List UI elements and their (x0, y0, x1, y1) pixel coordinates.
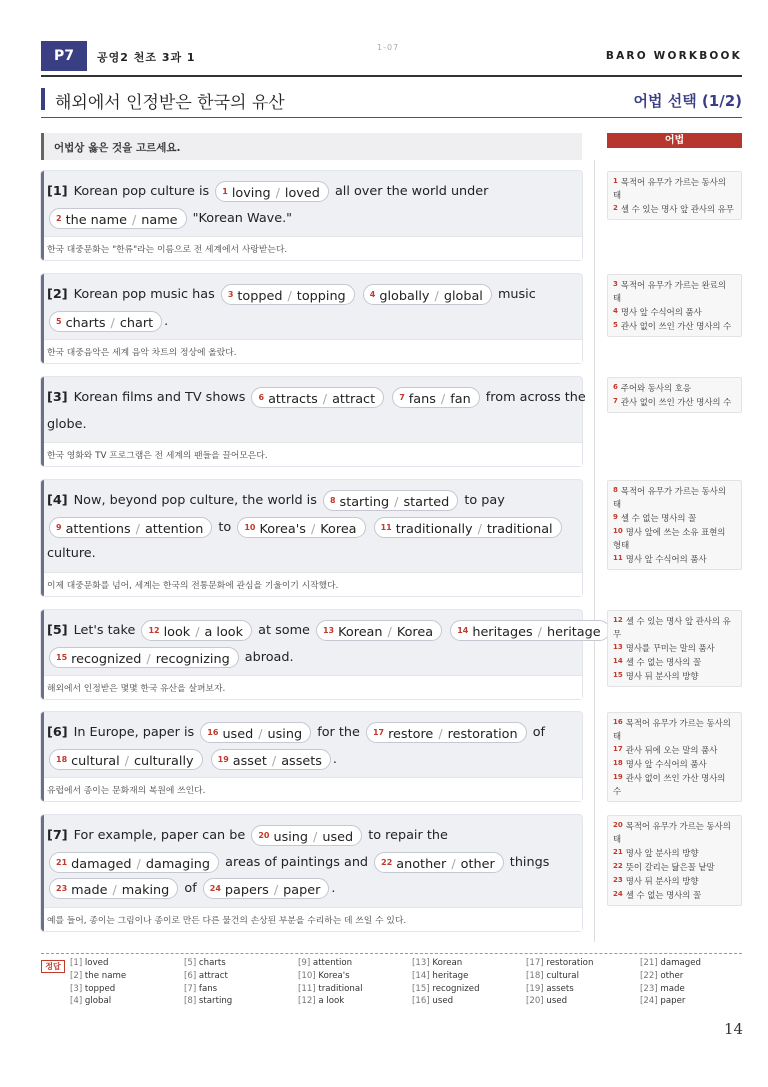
grammar-note: $^{11}$ 명사 앞 수식어의 품사 (613, 554, 707, 564)
choice-option-b[interactable]: started (403, 495, 450, 510)
question-text: to repair the (368, 828, 448, 843)
question-number: [2] (47, 287, 68, 302)
answer-item: [12] a look (298, 996, 345, 1007)
choice-option-b[interactable]: topping (296, 289, 346, 304)
grammar-box-6 (607, 712, 742, 802)
question-text: "Korean Wave." (192, 210, 293, 226)
title-divider (41, 117, 742, 118)
grammar-note: $^{17}$ 관사 뒤에 오는 말의 품사 (613, 745, 718, 755)
grammar-box-2 (607, 274, 742, 337)
question-number: [4] (47, 493, 68, 508)
choice-option-b[interactable]: heritage (546, 625, 601, 640)
question-text: to (218, 519, 232, 535)
choice-10[interactable]: $^{10}$ Korea's / Korea (237, 517, 365, 538)
grammar-note: $^{15}$ 명사 뒤 분사의 방향 (613, 671, 699, 681)
choice-number: 11 (380, 522, 392, 532)
choice-option-a[interactable]: another (396, 856, 447, 872)
page-number: 14 (724, 1020, 744, 1038)
grammar-note: $^{18}$ 명사 앞 수식어의 품사 (613, 759, 707, 769)
choice-19[interactable]: $^{19}$ asset / assets (211, 749, 331, 770)
question-2 (41, 274, 582, 363)
question-number: [1] (47, 184, 68, 199)
column-divider (594, 160, 595, 942)
answer-item: [5] charts (184, 958, 226, 968)
choice-number: 8 (329, 496, 336, 505)
choice-17[interactable]: $^{17}$ restore / restoration (366, 722, 527, 743)
answer-item: [6] attract (184, 970, 228, 981)
choice-option-a[interactable]: globally (379, 289, 430, 304)
answer-item: [15] recognized (412, 983, 480, 994)
choice-option-b[interactable]: damaging (145, 856, 211, 872)
question-5 (41, 610, 601, 699)
answer-column-3 (298, 958, 363, 1009)
choice-22[interactable]: $^{22}$ another / other (374, 852, 504, 873)
choice-option-a[interactable]: loving (231, 186, 271, 201)
choice-23[interactable]: $^{23}$ made / making (49, 878, 178, 899)
translation: 예를 들어, 종이는 그림이나 종이로 만든 다른 물건의 손상된 부분을 수리하는 데 쓰일 수 있다. (44, 907, 582, 931)
choice-1[interactable]: $^1$ loving / loved (215, 181, 329, 202)
question-text: Let's take (73, 623, 136, 638)
grammar-note: $^6$ 주어와 동사의 호응 (613, 383, 691, 393)
choice-option-b[interactable]: Korea (320, 521, 357, 537)
answer-item: [7] fans (184, 983, 218, 994)
choice-number: 18 (56, 754, 68, 764)
choice-option-b[interactable]: using (267, 727, 303, 742)
question-text: Korean pop music has (73, 287, 215, 302)
question-number: [7] (47, 828, 68, 843)
question-text: globe. (47, 416, 87, 432)
brand-label: BARO WORKBOOK (605, 50, 742, 62)
answer-item: [10] Korea's (298, 970, 350, 981)
grammar-note: $^{22}$ 뜻이 갈리는 닮은꼴 낱말 (613, 862, 715, 872)
instruction: 어법상 옳은 것을 고르세요. (41, 133, 582, 160)
choice-option-a[interactable]: look (163, 625, 191, 640)
choice-option-a[interactable]: the name (65, 212, 127, 228)
question-text: Korean films and TV shows (73, 390, 246, 405)
grammar-note: $^5$ 관사 없이 쓰인 가산 명사의 수 (613, 321, 732, 331)
choice-14[interactable]: $^{14}$ heritages / heritage (450, 620, 609, 641)
grammar-note: $^2$ 셀 수 있는 명사 앞 관사의 유무 (613, 204, 734, 214)
page-badge: P7 (41, 41, 87, 71)
choice-option-b[interactable]: attract (332, 392, 376, 407)
grammar-note: $^{13}$ 명사를 꾸미는 말의 품사 (613, 643, 715, 653)
choice-option-a[interactable]: cultural (71, 753, 120, 769)
choice-number: 1 (222, 187, 228, 196)
choice-option-a[interactable]: topped (237, 289, 283, 304)
answer-item: [22] other (640, 970, 684, 981)
choice-20[interactable]: $^{20}$ using / used (251, 825, 362, 846)
grammar-box-5 (607, 610, 742, 687)
choice-option-b[interactable]: a look (204, 625, 244, 640)
question-number: [5] (47, 623, 68, 638)
answer-item: [24] paper (640, 996, 686, 1007)
choice-number: 15 (56, 652, 68, 662)
choice-number: 10 (244, 522, 256, 532)
grammar-header: 어법 (607, 133, 742, 148)
question-7 (41, 815, 582, 931)
header-divider (41, 75, 742, 77)
question-6 (41, 712, 582, 801)
grammar-note: $^4$ 명사 앞 수식어의 품사 (613, 307, 702, 317)
answer-item: [20] used (526, 996, 568, 1007)
choice-number: 17 (372, 728, 385, 737)
choice-8[interactable]: $^8$ starting / started (323, 490, 458, 511)
choice-option-a[interactable]: used (222, 727, 254, 742)
choice-number: 9 (56, 522, 62, 532)
choice-option-b[interactable]: attention (144, 521, 204, 537)
question-text: Now, beyond pop culture, the world is (73, 493, 317, 508)
choice-option-a[interactable]: asset (232, 753, 267, 769)
choice-option-b[interactable]: fan (450, 392, 471, 407)
grammar-note: $^{12}$ 셀 수 있는 명사 앞 관사의 유무 (613, 616, 731, 639)
question-3 (41, 377, 586, 466)
grammar-note: $^{19}$ 관사 없이 쓰인 가산 명사의 수 (613, 773, 726, 796)
answer-column-6 (640, 958, 701, 1009)
answer-item: [11] traditional (298, 983, 363, 994)
choice-option-a[interactable]: restore (388, 727, 434, 742)
choice-option-a[interactable]: papers (224, 883, 269, 898)
question-text: . (331, 881, 336, 896)
question-1 (41, 171, 582, 260)
question-text: culture. (47, 546, 96, 561)
choice-6[interactable]: $^6$ attracts / attract (251, 387, 384, 408)
choice-option-a[interactable]: charts (65, 315, 106, 331)
choice-option-a[interactable]: heritages (472, 625, 533, 640)
grammar-note: $^{14}$ 셀 수 없는 명사의 꼴 (613, 657, 702, 667)
choice-option-b[interactable]: name (141, 212, 178, 228)
choice-option-a[interactable]: attentions (65, 521, 131, 537)
answer-divider (41, 953, 742, 954)
grammar-box-3 (607, 377, 742, 413)
answer-column-1 (70, 958, 126, 1009)
choice-number: 7 (399, 393, 405, 402)
question-text: . (164, 313, 169, 329)
choice-option-b[interactable]: other (460, 856, 495, 872)
grammar-note: $^{21}$ 명사 앞 분사의 방향 (613, 848, 699, 858)
question-text: for the (317, 725, 360, 740)
choice-option-b[interactable]: global (443, 289, 483, 304)
page-title: 해외에서 인정받은 한국의 유산 (55, 93, 285, 113)
choice-7[interactable]: $^7$ fans / fan (392, 387, 479, 408)
lesson-label: 공영2 천조 3과 1 (97, 51, 196, 64)
choice-number: 5 (56, 316, 62, 326)
choice-number: 6 (258, 393, 265, 402)
choice-option-b[interactable]: Korea (396, 625, 434, 640)
choice-option-a[interactable]: damaged (71, 856, 132, 872)
grammar-note: $^{24}$ 셀 수 없는 명사의 꼴 (613, 890, 702, 900)
question-text: all over the world under (334, 184, 489, 199)
question-text: music (497, 287, 536, 302)
question-text: Korean pop culture is (73, 184, 210, 199)
choice-option-a[interactable]: starting (339, 495, 390, 510)
question-text: abroad. (244, 649, 294, 665)
choice-option-b[interactable]: recognizing (155, 651, 230, 667)
choice-13[interactable]: $^{13}$ Korean / Korea (316, 620, 442, 641)
choice-number: 19 (217, 754, 229, 764)
question-text: areas of paintings and (225, 854, 369, 870)
top-mark: 1-07 (377, 43, 400, 52)
title-accent (41, 88, 45, 110)
grammar-note: $^{10}$ 명사 앞에 쓰는 소유 표현의 형태 (613, 527, 726, 550)
choice-number: 14 (457, 626, 469, 635)
title-area (41, 87, 742, 115)
answer-column-4 (412, 958, 480, 1009)
choice-3[interactable]: $^3$ topped / topping (221, 284, 355, 305)
grammar-note: $^8$ 목적어 유무가 가르는 동사의 태 (613, 486, 726, 509)
choice-option-a[interactable]: recognized (71, 651, 142, 667)
choice-option-a[interactable]: fans (408, 392, 436, 407)
choice-12[interactable]: $^{12}$ look / a look (141, 620, 252, 641)
grammar-note: $^{23}$ 명사 뒤 분사의 방향 (613, 876, 699, 886)
grammar-note: $^{16}$ 목적어 유무가 가르는 동사의 태 (613, 718, 731, 741)
translation: 해외에서 인정받은 몇몇 한국 유산을 살펴보자. (44, 675, 582, 699)
grammar-note: $^9$ 셀 수 없는 명사의 꼴 (613, 513, 697, 523)
answer-item: [21] damaged (640, 958, 701, 968)
choice-18[interactable]: $^{18}$ cultural / culturally (49, 749, 203, 770)
choice-21[interactable]: $^{21}$ damaged / damaging (49, 852, 219, 873)
answer-item: [9] attention (298, 958, 353, 968)
answer-item: [18] cultural (526, 970, 579, 981)
answer-item: [23] made (640, 983, 685, 994)
translation: 한국 대중문화는 "한류"라는 이름으로 전 세계에서 사랑받는다. (44, 236, 582, 260)
question-text: at some (258, 623, 310, 638)
choice-option-b[interactable]: used (322, 830, 354, 845)
question-text: things (509, 854, 550, 870)
choice-24[interactable]: $^{24}$ papers / paper (203, 878, 330, 899)
choice-number: 20 (258, 831, 270, 840)
page-subtitle: 어법 선택 (1/2) (633, 92, 742, 110)
choice-number: 24 (209, 884, 221, 893)
choice-number: 13 (322, 626, 335, 635)
answer-item: [17] restoration (526, 958, 594, 968)
header (41, 41, 742, 75)
choice-option-b[interactable]: assets (281, 753, 322, 769)
grammar-box-1 (607, 171, 742, 220)
choice-option-b[interactable]: traditional (486, 521, 553, 537)
answer-item: [8] starting (184, 996, 233, 1007)
choice-5[interactable]: $^5$ charts / chart (49, 311, 162, 332)
question-text: from across the (485, 390, 586, 405)
choice-option-b[interactable]: making (121, 883, 170, 898)
question-number: [3] (47, 390, 68, 405)
question-text: . (332, 751, 337, 767)
grammar-box-4 (607, 480, 742, 570)
answer-item: [2] the name (70, 970, 127, 981)
choice-9[interactable]: $^9$ attentions / attention (49, 517, 212, 538)
choice-option-b[interactable]: loved (284, 186, 320, 201)
choice-number: 22 (381, 857, 393, 867)
translation: 이제 대중문화를 넘어, 세계는 한국의 전통문화에 관심을 기울이기 시작했다. (44, 572, 582, 596)
answer-column-2 (184, 958, 232, 1009)
answer-item: [14] heritage (412, 970, 469, 981)
choice-option-a[interactable]: traditionally (395, 521, 473, 537)
choice-4[interactable]: $^4$ globally / global (363, 284, 492, 305)
grammar-note: $^7$ 관사 없이 쓰인 가산 명사의 수 (613, 397, 732, 407)
choice-number: 3 (227, 290, 234, 299)
grammar-box-7 (607, 815, 742, 906)
choice-option-b[interactable]: culturally (133, 753, 194, 769)
grammar-note: $^1$ 목적어 유무가 가르는 동사의 태 (613, 177, 726, 200)
translation: 한국 영화와 TV 프로그램은 전 세계의 팬들을 끌어모은다. (44, 442, 582, 466)
question-text: of (184, 881, 197, 896)
grammar-note: $^{20}$ 목적어 유무가 가르는 동사의 태 (613, 821, 731, 844)
answer-item: [13] Korean (412, 958, 463, 968)
translation: 한국 대중음악은 세계 음악 차트의 정상에 올랐다. (44, 339, 582, 363)
choice-option-a[interactable]: made (71, 883, 108, 898)
choice-16[interactable]: $^{16}$ used / using (200, 722, 311, 743)
choice-option-b[interactable]: chart (119, 315, 154, 331)
question-text: In Europe, paper is (73, 725, 195, 740)
answer-item: [4] global (70, 996, 112, 1007)
choice-number: 21 (56, 857, 68, 867)
choice-number: 4 (369, 290, 376, 299)
answer-item: [16] used (412, 996, 454, 1007)
choice-option-a[interactable]: attracts (268, 392, 318, 407)
question-text: of (532, 725, 546, 740)
answer-column-5 (526, 958, 593, 1009)
answer-tag: 정답 (41, 960, 65, 973)
choice-15[interactable]: $^{15}$ recognized / recognizing (49, 647, 239, 668)
choice-number: 23 (56, 884, 68, 893)
question-text: to pay (464, 493, 505, 508)
choice-option-b[interactable]: paper (283, 883, 321, 898)
choice-option-a[interactable]: using (273, 830, 309, 845)
answer-item: [1] loved (70, 958, 109, 968)
choice-11[interactable]: $^{11}$ traditionally / traditional (374, 517, 562, 538)
translation: 유럽에서 종이는 문화재의 복원에 쓰인다. (44, 777, 582, 801)
choice-number: 12 (148, 626, 160, 635)
question-text: For example, paper can be (73, 828, 246, 843)
choice-option-b[interactable]: restoration (447, 727, 518, 742)
choice-option-a[interactable]: Korean (338, 625, 383, 640)
grammar-note: $^3$ 목적어 유무가 가르는 완료의 태 (613, 280, 726, 303)
choice-number: 2 (56, 213, 62, 223)
answer-item: [19] assets (526, 983, 574, 994)
answer-item: [3] topped (70, 983, 116, 994)
question-4 (41, 480, 582, 596)
question-number: [6] (47, 725, 68, 740)
choice-number: 16 (207, 728, 219, 737)
choice-2[interactable]: $^2$ the name / name (49, 208, 187, 229)
choice-option-a[interactable]: Korea's (259, 521, 306, 537)
